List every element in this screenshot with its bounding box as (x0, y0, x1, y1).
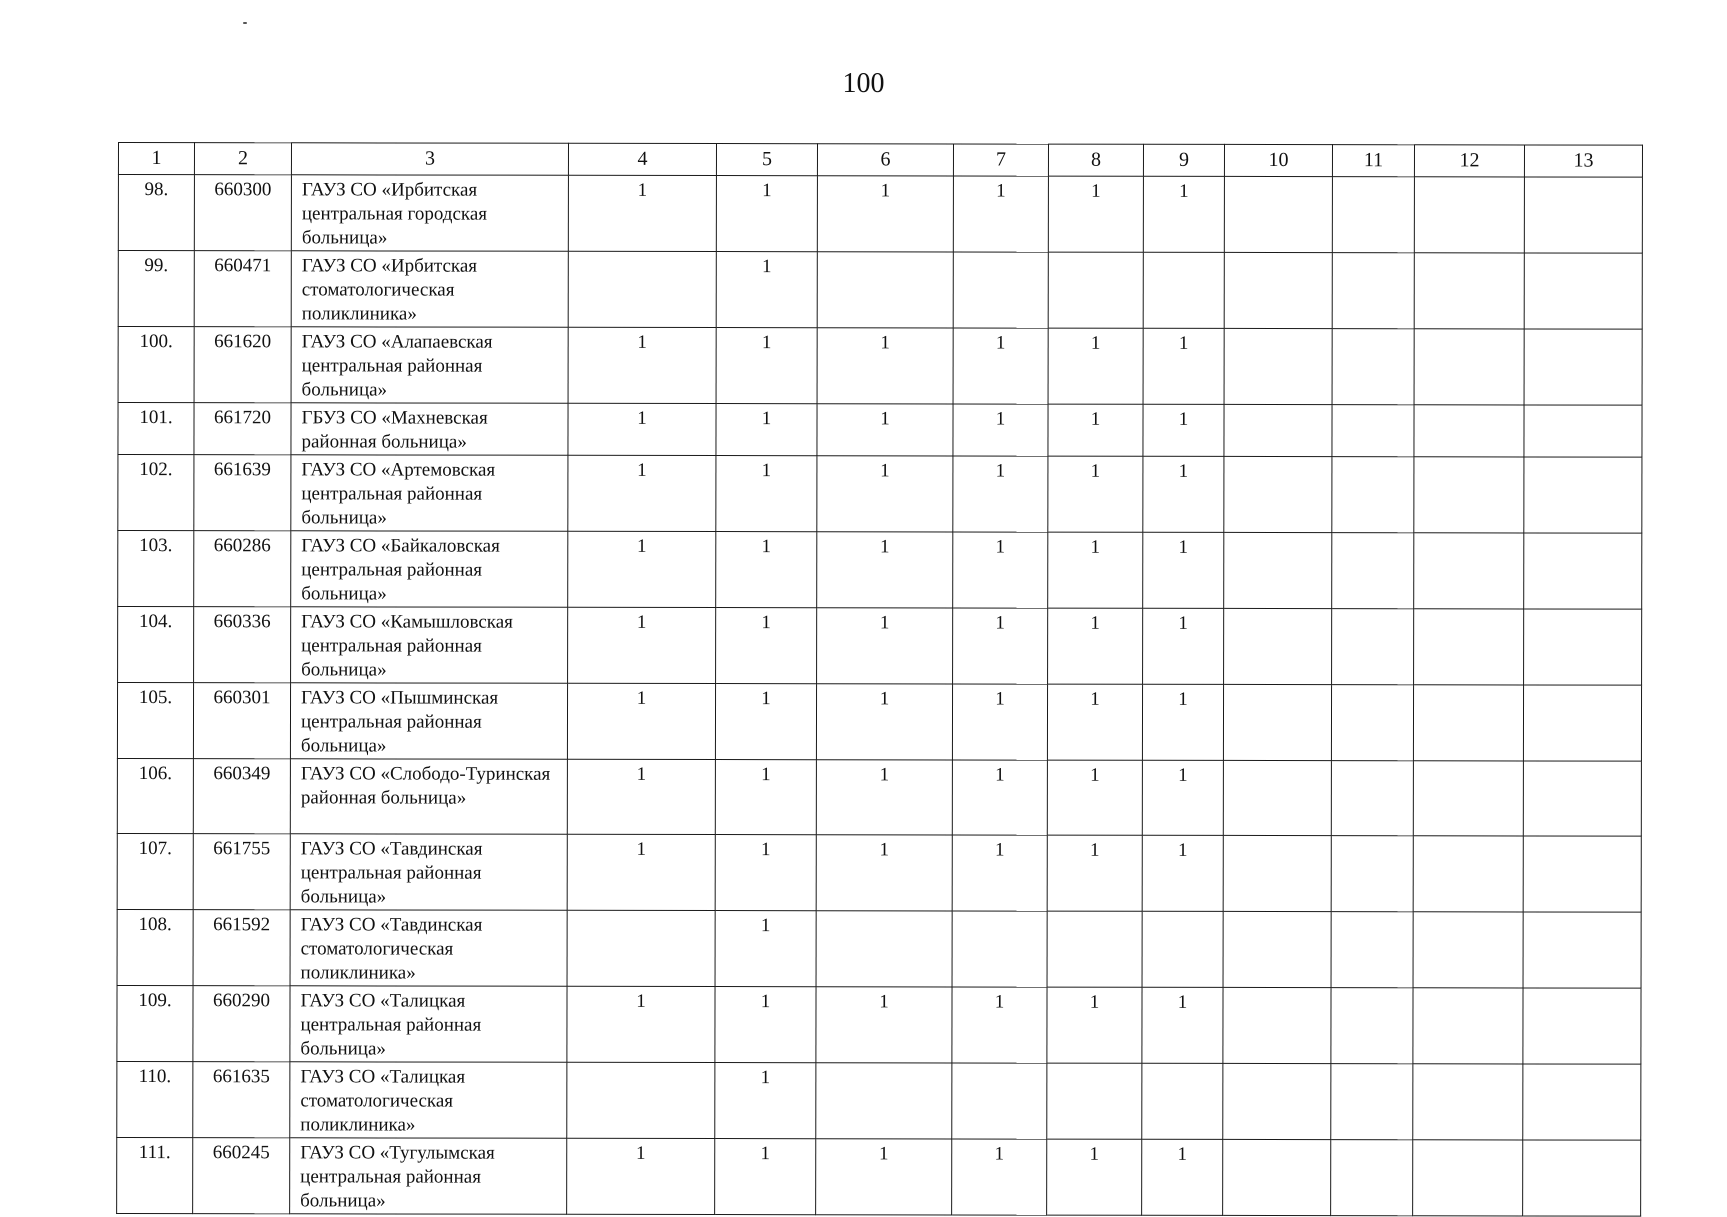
facility-name-cell: ГАУЗ СО «Тавдинская стоматологическая поликлиника» (290, 910, 567, 986)
value-cell-11 (1331, 836, 1413, 912)
value-cell-13 (1524, 253, 1642, 329)
facility-code-cell: 660290 (193, 986, 290, 1062)
facility-code-cell: 661755 (193, 834, 290, 910)
facility-name-cell: ГАУЗ СО «Ирбитская центральная городская больница» (291, 175, 568, 251)
value-cell-11 (1332, 457, 1414, 533)
facility-code-cell: 661620 (194, 327, 291, 403)
facility-name-cell: ГБУЗ СО «Махневская районная больница» (291, 403, 568, 455)
table-row (118, 327, 1642, 406)
column-header: 10 (1224, 144, 1332, 176)
facility-code-cell: 661592 (193, 910, 290, 986)
value-cell-10 (1224, 404, 1332, 456)
value-cell-8: 1 (1048, 328, 1143, 404)
column-header: 6 (817, 144, 953, 176)
value-cell-6: 1 (816, 684, 952, 760)
value-cell-13 (1524, 533, 1642, 609)
value-cell-11 (1332, 609, 1414, 685)
column-number-row (118, 143, 1642, 178)
value-cell-11 (1331, 1064, 1413, 1140)
table-row (118, 403, 1642, 458)
facility-name-cell: ГАУЗ СО «Тавдинская центральная районная больница» (290, 834, 567, 910)
value-cell-10 (1223, 1063, 1331, 1139)
value-cell-5: 1 (715, 1063, 816, 1139)
value-cell-13 (1523, 988, 1641, 1064)
table-row (117, 909, 1641, 988)
value-cell-8: 1 (1048, 404, 1143, 456)
value-cell-5: 1 (716, 328, 817, 404)
value-cell-6: 1 (817, 456, 953, 532)
value-cell-13 (1523, 1140, 1641, 1216)
value-cell-5: 1 (716, 608, 817, 684)
value-cell-7: 1 (952, 835, 1047, 911)
value-cell-5: 1 (715, 987, 816, 1063)
facility-name-cell: ГАУЗ СО «Пышминская центральная районная больница» (290, 683, 567, 759)
row-number-cell: 103. (118, 531, 194, 607)
value-cell-5: 1 (716, 404, 817, 456)
table-row (117, 1061, 1641, 1140)
row-number-cell: 100. (118, 327, 194, 403)
value-cell-4 (567, 1062, 715, 1138)
facility-name-cell: ГАУЗ СО «Байкаловская центральная районная больница» (291, 531, 568, 607)
row-number-cell: 99. (118, 251, 194, 327)
value-cell-6: 1 (817, 404, 953, 456)
value-cell-10 (1223, 684, 1331, 760)
value-cell-5: 1 (716, 456, 817, 532)
row-number-cell: 110. (117, 1061, 193, 1137)
value-cell-5: 1 (716, 176, 817, 252)
facility-name-cell: ГАУЗ СО «Ирбитская стоматологическая поликлиника» (291, 251, 568, 327)
table-row (118, 607, 1642, 686)
value-cell-10 (1223, 1139, 1331, 1215)
value-cell-11 (1331, 761, 1413, 836)
value-cell-13 (1523, 912, 1641, 988)
value-cell-6: 1 (817, 532, 953, 608)
value-cell-9: 1 (1143, 456, 1224, 532)
facility-name-cell: ГАУЗ СО «Тугулымская центральная районная больница» (290, 1138, 567, 1214)
value-cell-8: 1 (1048, 456, 1143, 532)
value-cell-13 (1524, 405, 1642, 457)
value-cell-9: 1 (1142, 684, 1223, 760)
value-cell-7: 1 (952, 684, 1047, 760)
table-row (118, 251, 1642, 330)
value-cell-7: 1 (953, 176, 1048, 252)
facility-code-cell: 661639 (194, 455, 291, 531)
facility-code-cell: 660301 (193, 683, 290, 759)
value-cell-8: 1 (1047, 835, 1142, 911)
value-cell-6 (816, 911, 952, 987)
column-header: 9 (1143, 144, 1224, 176)
table-row (117, 1137, 1641, 1216)
value-cell-4 (567, 910, 715, 986)
value-cell-12 (1414, 609, 1524, 685)
value-cell-10 (1224, 532, 1332, 608)
value-cell-6: 1 (817, 176, 953, 252)
value-cell-8 (1047, 1063, 1142, 1139)
column-header: 13 (1524, 145, 1642, 177)
value-cell-9: 1 (1142, 987, 1223, 1063)
facility-name-cell: ГАУЗ СО «Слободо-Туринская районная больница» (290, 759, 567, 834)
value-cell-8: 1 (1048, 176, 1143, 252)
value-cell-9: 1 (1143, 328, 1224, 404)
value-cell-11 (1331, 685, 1413, 761)
value-cell-13 (1524, 457, 1642, 533)
table-body (117, 175, 1643, 1217)
value-cell-4: 1 (568, 403, 716, 455)
value-cell-7 (953, 252, 1048, 328)
value-cell-10 (1223, 760, 1331, 835)
value-cell-4: 1 (567, 759, 715, 834)
value-cell-12 (1414, 177, 1524, 253)
value-cell-8 (1047, 911, 1142, 987)
table-row (117, 985, 1641, 1064)
page-number: 100 (842, 68, 885, 99)
value-cell-12 (1414, 253, 1524, 329)
value-cell-7: 1 (953, 456, 1048, 532)
table-row (117, 833, 1641, 912)
value-cell-11 (1332, 405, 1414, 457)
value-cell-8: 1 (1048, 532, 1143, 608)
value-cell-7: 1 (952, 1139, 1047, 1215)
value-cell-13 (1524, 609, 1642, 685)
value-cell-12 (1413, 1140, 1523, 1216)
value-cell-12 (1414, 457, 1524, 533)
row-number-cell: 98. (118, 175, 194, 251)
value-cell-7: 1 (953, 328, 1048, 404)
value-cell-9 (1143, 252, 1224, 328)
value-cell-10 (1224, 328, 1332, 404)
value-cell-13 (1523, 836, 1641, 912)
row-number-cell: 109. (117, 985, 193, 1061)
value-cell-5: 1 (716, 252, 817, 328)
value-cell-10 (1224, 608, 1332, 684)
facilities-table (116, 142, 1643, 1217)
value-cell-10 (1223, 911, 1331, 987)
row-number-cell: 102. (118, 455, 194, 531)
column-header: 5 (716, 144, 817, 176)
facility-name-cell: ГАУЗ СО «Артемовская центральная районная больница» (291, 455, 568, 531)
table-row (118, 175, 1642, 254)
value-cell-5: 1 (715, 1139, 816, 1215)
value-cell-4: 1 (567, 683, 715, 759)
value-cell-13 (1523, 685, 1641, 761)
value-cell-4: 1 (567, 986, 715, 1062)
column-header: 11 (1332, 145, 1414, 177)
facility-code-cell: 660245 (193, 1138, 290, 1214)
value-cell-6: 1 (816, 1139, 952, 1215)
value-cell-13 (1524, 177, 1642, 253)
facility-code-cell: 660471 (194, 251, 291, 327)
value-cell-8 (1048, 252, 1143, 328)
value-cell-12 (1413, 761, 1523, 836)
value-cell-7 (952, 1063, 1047, 1139)
column-header: 2 (194, 143, 291, 175)
value-cell-8: 1 (1047, 987, 1142, 1063)
value-cell-12 (1413, 685, 1523, 761)
value-cell-9: 1 (1143, 176, 1224, 252)
value-cell-6: 1 (816, 760, 952, 835)
value-cell-10 (1224, 252, 1332, 328)
value-cell-9: 1 (1142, 1139, 1223, 1215)
facility-name-cell: ГАУЗ СО «Талицкая стоматологическая поликлиника» (290, 1062, 567, 1138)
row-number-cell: 106. (117, 758, 193, 833)
column-header: 7 (953, 144, 1048, 176)
facility-name-cell: ГАУЗ СО «Алапаевская центральная районная больница» (291, 327, 568, 403)
value-cell-4: 1 (568, 607, 716, 683)
value-cell-8: 1 (1047, 760, 1142, 835)
value-cell-12 (1413, 1064, 1523, 1140)
value-cell-10 (1224, 176, 1332, 252)
value-cell-13 (1524, 329, 1642, 405)
value-cell-5: 1 (715, 684, 816, 760)
row-number-cell: 107. (117, 833, 193, 909)
table-row (118, 531, 1642, 610)
column-header: 12 (1414, 145, 1524, 177)
value-cell-10 (1223, 987, 1331, 1063)
value-cell-7: 1 (953, 608, 1048, 684)
value-cell-9 (1142, 1063, 1223, 1139)
row-number-cell: 101. (118, 403, 194, 455)
value-cell-11 (1332, 533, 1414, 609)
facility-code-cell: 660336 (194, 607, 291, 683)
value-cell-6: 1 (816, 835, 952, 911)
value-cell-11 (1332, 253, 1414, 329)
column-header: 1 (118, 143, 194, 175)
facility-code-cell: 661720 (194, 403, 291, 455)
value-cell-4: 1 (568, 531, 716, 607)
value-cell-12 (1414, 405, 1524, 457)
value-cell-7: 1 (953, 404, 1048, 456)
value-cell-9: 1 (1143, 608, 1224, 684)
value-cell-11 (1332, 329, 1414, 405)
facility-code-cell: 661635 (193, 1062, 290, 1138)
value-cell-5: 1 (715, 835, 816, 911)
value-cell-13 (1523, 761, 1641, 836)
value-cell-4: 1 (568, 175, 716, 251)
column-header: 8 (1048, 144, 1143, 176)
value-cell-5: 1 (715, 760, 816, 835)
value-cell-6: 1 (817, 608, 953, 684)
value-cell-11 (1331, 1140, 1413, 1216)
value-cell-4: 1 (567, 834, 715, 910)
facility-code-cell: 660286 (194, 531, 291, 607)
table-row (117, 758, 1641, 836)
value-cell-6: 1 (816, 987, 952, 1063)
value-cell-5: 1 (716, 532, 817, 608)
value-cell-4 (568, 251, 716, 327)
value-cell-12 (1414, 533, 1524, 609)
value-cell-5: 1 (715, 911, 816, 987)
value-cell-7 (952, 911, 1047, 987)
column-header: 3 (291, 143, 568, 175)
facility-code-cell: 660349 (193, 759, 290, 834)
value-cell-9 (1142, 911, 1223, 987)
row-number-cell: 105. (117, 683, 193, 759)
value-cell-6: 1 (817, 328, 953, 404)
facility-name-cell: ГАУЗ СО «Камышловская центральная районная больница» (291, 607, 568, 683)
value-cell-8: 1 (1047, 1139, 1142, 1215)
value-cell-4: 1 (568, 327, 716, 403)
value-cell-11 (1331, 988, 1413, 1064)
scan-speck (243, 22, 247, 24)
value-cell-11 (1331, 912, 1413, 988)
table-row (118, 455, 1642, 534)
value-cell-13 (1523, 1064, 1641, 1140)
table-row (117, 683, 1641, 762)
value-cell-9: 1 (1142, 760, 1223, 835)
value-cell-7: 1 (952, 987, 1047, 1063)
value-cell-12 (1413, 836, 1523, 912)
value-cell-4: 1 (568, 455, 716, 531)
value-cell-11 (1332, 177, 1414, 253)
value-cell-12 (1413, 988, 1523, 1064)
value-cell-7: 1 (952, 760, 1047, 835)
value-cell-7: 1 (953, 532, 1048, 608)
value-cell-9: 1 (1143, 532, 1224, 608)
value-cell-4: 1 (567, 1138, 715, 1214)
value-cell-8: 1 (1047, 684, 1142, 760)
row-number-cell: 104. (118, 607, 194, 683)
facility-code-cell: 660300 (194, 175, 291, 251)
row-number-cell: 111. (117, 1137, 193, 1213)
value-cell-6 (817, 252, 953, 328)
value-cell-10 (1224, 456, 1332, 532)
value-cell-6 (816, 1063, 952, 1139)
facility-name-cell: ГАУЗ СО «Талицкая центральная районная больница» (290, 986, 567, 1062)
row-number-cell: 108. (117, 909, 193, 985)
value-cell-9: 1 (1143, 404, 1224, 456)
value-cell-9: 1 (1142, 835, 1223, 911)
column-header: 4 (568, 143, 716, 175)
value-cell-12 (1413, 912, 1523, 988)
value-cell-8: 1 (1048, 608, 1143, 684)
value-cell-12 (1414, 329, 1524, 405)
value-cell-10 (1223, 835, 1331, 911)
